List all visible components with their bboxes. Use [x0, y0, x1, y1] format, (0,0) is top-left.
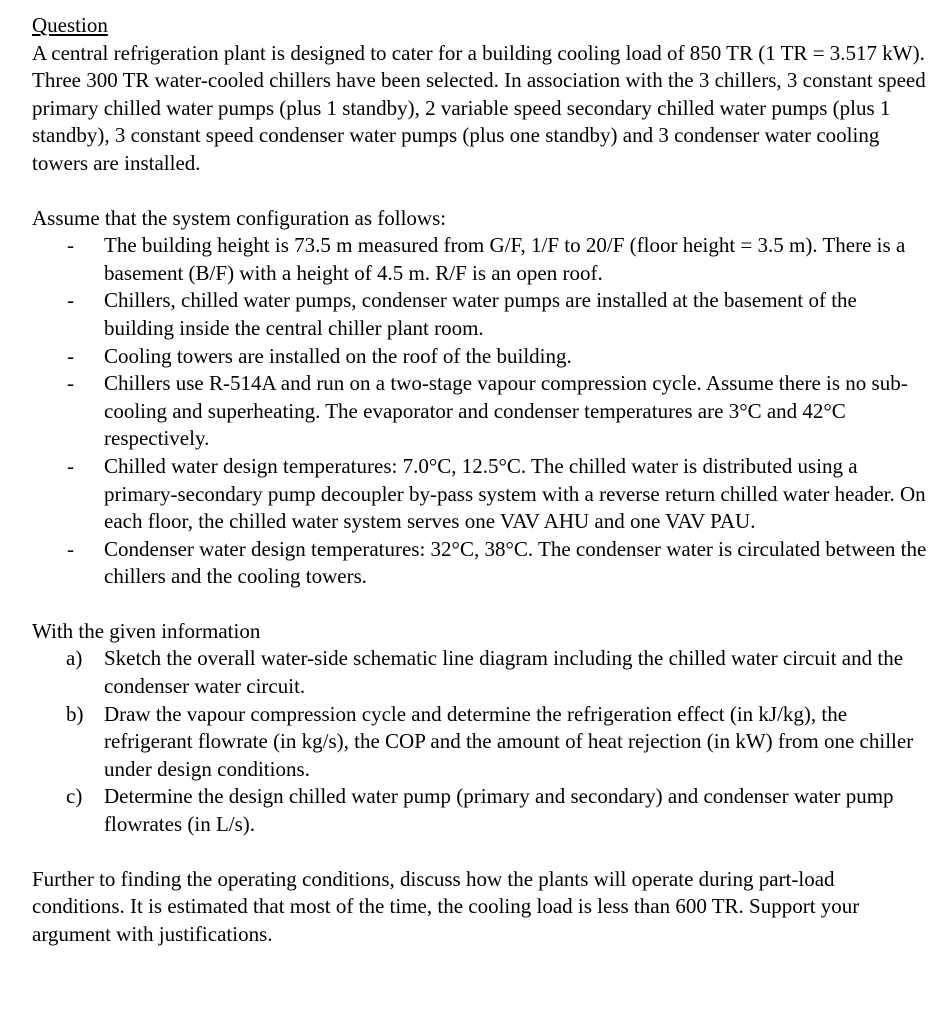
assumption-list	[32, 232, 932, 591]
task-item	[32, 783, 932, 838]
task-marker: b)	[66, 701, 84, 726]
task-list	[32, 645, 932, 838]
assumption-item	[32, 287, 932, 342]
question-document	[32, 12, 932, 948]
spacer	[32, 839, 932, 866]
assumption-text: Cooling towers are installed on the roof of the building.	[104, 343, 572, 368]
list-dash: -	[67, 233, 74, 258]
assumption-item	[32, 453, 932, 536]
given-heading: With the given information	[32, 618, 261, 643]
spacer	[32, 591, 932, 618]
assumption-text: Chillers use R-514A and run on a two-stage vapour compression cycle. Assume there is no sub-cooling and superheating. The evaporator and condenser temperatures are 3°C and 42°C respectively.	[104, 371, 908, 451]
closing-paragraph: Further to finding the operating conditions, discuss how the plants will operate during part-load conditions. It is estimated that most of the time, the cooling load is less than 600 TR. Support your argument with justifications.	[32, 866, 860, 946]
task-marker: a)	[66, 646, 83, 671]
list-dash: -	[67, 343, 74, 368]
assumption-item	[32, 370, 932, 453]
task-text: Sketch the overall water-side schematic line diagram including the chilled water circuit and the condenser water circuit.	[104, 646, 904, 699]
assumption-item	[32, 536, 932, 591]
task-item	[32, 701, 932, 784]
assumption-item	[32, 232, 932, 287]
list-dash: -	[67, 288, 74, 313]
list-dash: -	[67, 453, 74, 478]
intro-paragraph: A central refrigeration plant is designed to cater for a building cooling load of 850 TR (1 TR = 3.517 kW). Three 300 TR water-cooled chillers have been selected. In association with the 3 chillers, 3 constant speed primary chilled water pumps (plus 1 standby), 2 variable speed secondary chilled water pumps (plus 1 standby), 3 constant speed condenser water pumps (plus one standby) and 3 condenser water cooling towers are installed.	[32, 40, 926, 175]
assume-heading: Assume that the system configuration as follows:	[32, 205, 447, 230]
spacer	[32, 178, 932, 205]
list-dash: -	[67, 536, 74, 561]
assumption-item	[32, 343, 932, 371]
task-item	[32, 645, 932, 700]
assumption-text: Condenser water design temperatures: 32°C, 38°C. The condenser water is circulated between the chillers and the cooling towers.	[104, 536, 927, 589]
task-text: Determine the design chilled water pump (primary and secondary) and condenser water pump flowrates (in L/s).	[104, 784, 894, 837]
assumption-text: Chilled water design temperatures: 7.0°C, 12.5°C. The chilled water is distributed using a primary-secondary pump decoupler by-pass system with a reverse return chilled water header. On each floor, the chilled water system serves one VAV AHU and one VAV PAU.	[104, 453, 926, 534]
assumption-text: Chillers, chilled water pumps, condenser water pumps are installed at the basement of the building inside the central chiller plant room.	[104, 288, 857, 340]
assumption-text: The building height is 73.5 m measured from G/F, 1/F to 20/F (floor height = 3.5 m). There is a basement (B/F) with a height of 4.5 m. R/F is an open roof.	[104, 233, 906, 285]
task-marker: c)	[66, 784, 83, 809]
list-dash: -	[67, 371, 74, 396]
task-text: Draw the vapour compression cycle and determine the refrigeration effect (in kJ/kg), the refrigerant flowrate (in kg/s), the COP and the amount of heat rejection (in kW) from one chiller under design conditions.	[104, 701, 914, 781]
question-heading: Question	[32, 13, 108, 37]
